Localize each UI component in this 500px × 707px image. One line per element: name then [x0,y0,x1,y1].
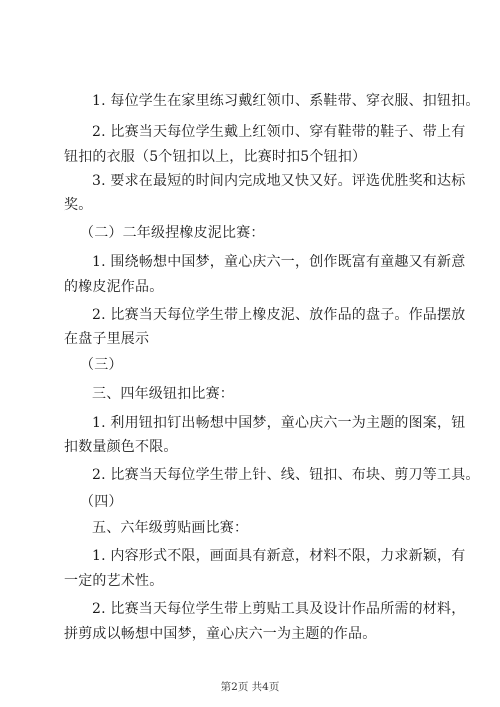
text-line: 在盘子里展示 [64,331,150,347]
text-line: 2. 比赛当天每位学生带上剪贴工具及设计作品所需的材料， [92,601,466,617]
section-heading: （二）二年级捏橡皮泥比赛： [80,225,265,241]
text-line: 2. 比赛当天每位学生戴上红领巾、穿有鞋带的鞋子、带上有 [92,124,466,140]
section-heading: 三、四年级钮扣比赛： [92,386,234,402]
text-line: 拼剪成以畅想中国梦，童心庆六一为主题的作品。 [64,626,377,642]
text-line: 扣数量颜色不限。 [64,439,178,455]
text-line: 2. 比赛当天每位学生带上针、线、钮扣、布块、剪刀等工具。 [92,467,480,483]
text-line: 2. 比赛当天每位学生带上橡皮泥、放作品的盘子。作品摆放 [92,307,466,323]
text-line: 1. 围绕畅想中国梦，童心庆六一，创作既富有童趣又有新意 [92,254,466,270]
text-line: 一定的艺术性。 [64,573,164,589]
section-heading: （四） [80,494,123,510]
text-line: 的橡皮泥作品。 [64,279,164,295]
page-footer: 第2页 共4页 [220,681,280,693]
text-line: 钮扣的衣服（5个钮扣以上，比赛时扣5个钮扣） [64,149,367,165]
section-heading: （三） [80,357,123,373]
text-line: 1. 每位学生在家里练习戴红领巾、系鞋带、穿衣服、扣钮扣。 [92,93,480,109]
text-line: 1. 利用钮扣钉出畅想中国梦，童心庆六一为主题的图案，钮 [92,415,466,431]
text-line: 1. 内容形式不限，画面具有新意，材料不限，力求新颖，有 [92,548,466,564]
section-heading: 五、六年级剪贴画比赛： [92,520,249,536]
text-line: 奖。 [64,197,93,213]
text-line: 3. 要求在最短的时间内完成地又快又好。评选优胜奖和达标 [92,173,466,189]
